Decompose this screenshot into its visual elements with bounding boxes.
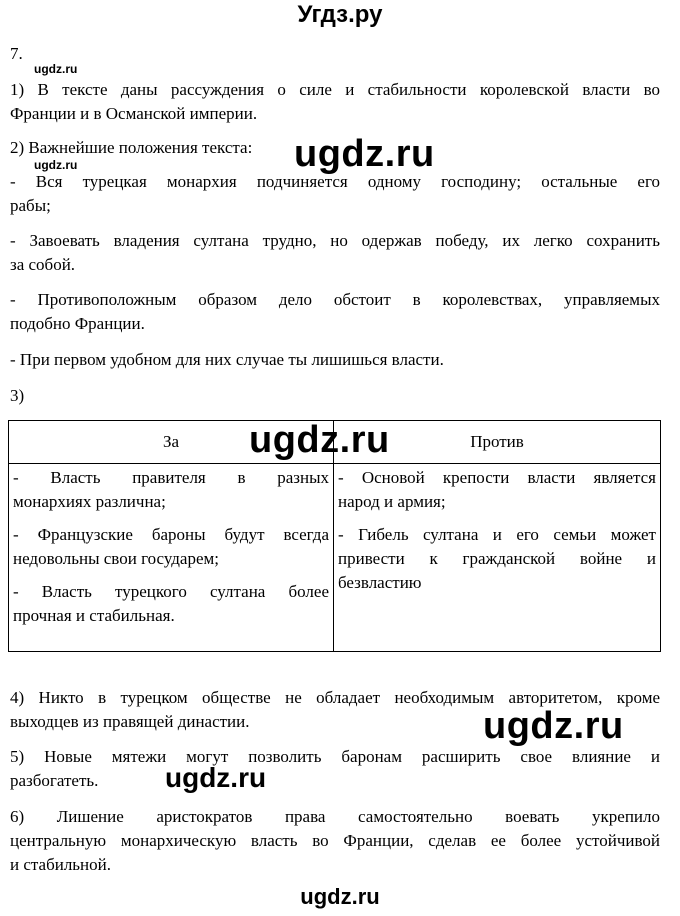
answer-2-point-1-line-1: - Вся турецкая монархия подчиняется одному господину; остальные его xyxy=(10,172,660,191)
site-header-title: Угдз.ру xyxy=(297,1,383,28)
watermark-small-2: ugdz.ru xyxy=(34,158,78,172)
answer-2-point-2-line-1: - Завоевать владения султана трудно, но одержав победу, их легко сохранить xyxy=(10,231,660,250)
answer-4-line-2: выходцев из правящей династии. xyxy=(10,712,250,731)
against-column-cell xyxy=(334,464,661,652)
against-item-1-line-2: народ и армия; xyxy=(338,492,446,511)
answer-6-line-3: и стабильной. xyxy=(10,855,112,874)
answer-1-line-1: 1) В тексте даны рассуждения о силе и стабильности королевской власти во xyxy=(10,80,660,99)
answer-2-point-3-line-2: подобно Франции. xyxy=(10,314,145,333)
for-item-2-line-1: - Французские бароны будут всегда xyxy=(13,525,329,544)
watermark-large-2: ugdz.ru xyxy=(249,419,390,461)
against-item-1-line-1: - Основой крепости власти является xyxy=(338,468,656,487)
answer-4-line-1: 4) Никто в турецком обществе не обладает необходимым авторитетом, кроме xyxy=(10,688,660,707)
against-item-2-line-3: безвластию xyxy=(338,573,422,592)
against-item-2-line-1: - Гибель султана и его семьи может xyxy=(338,525,656,544)
answer-2-point-4: - При первом удобном для них случае ты лишишься власти. xyxy=(10,350,444,369)
for-item-1-line-1: - Власть правителя в разных xyxy=(13,468,329,487)
for-item-3 xyxy=(13,580,329,628)
column-header-for: За xyxy=(9,421,334,464)
answer-5-line-2: разбогатеть. xyxy=(10,771,99,790)
answer-2-point-3-line-1: - Противоположным образом дело обстоит в королевствах, управляемых xyxy=(10,290,660,309)
answer-3-label: 3) xyxy=(10,386,25,405)
watermark-medium: ugdz.ru xyxy=(165,762,267,793)
against-item-2-line-2: привести к гражданской войне и xyxy=(338,549,656,568)
answer-6-line-2: центральную монархическую власть во Франции, сделав ее более устойчивой xyxy=(10,831,660,850)
watermark-small-1: ugdz.ru xyxy=(34,62,78,76)
answer-6-line-1: 6) Лишение аристократов права самостоятельно воевать укрепило xyxy=(10,807,660,826)
for-item-1 xyxy=(13,466,329,514)
answer-2-point-1-line-2: рабы; xyxy=(10,196,51,215)
for-item-3-line-1: - Власть турецкого султана более xyxy=(13,582,329,601)
for-item-2-line-2: недовольны свои государем; xyxy=(13,549,220,568)
footer-watermark: ugdz.ru xyxy=(300,884,380,909)
against-item-2 xyxy=(338,523,656,595)
against-item-1 xyxy=(338,466,656,514)
task-number: 7. xyxy=(10,44,23,63)
for-item-3-line-2: прочная и стабильная. xyxy=(13,606,175,625)
watermark-large-1: ugdz.ru xyxy=(294,133,435,175)
column-header-against: Против xyxy=(334,421,661,464)
watermark-large-3: ugdz.ru xyxy=(483,705,624,747)
comparison-table-body-row xyxy=(9,464,661,652)
answer-5-line-1: 5) Новые мятежи могут позволить баронам расширить свое влияние и xyxy=(10,747,660,766)
for-column-cell xyxy=(9,464,334,652)
answer-2-point-2-line-2: за собой. xyxy=(10,255,76,274)
answer-1-line-2: Франции и в Османской империи. xyxy=(10,104,258,123)
for-item-1-line-2: монархиях различна; xyxy=(13,492,166,511)
for-item-2 xyxy=(13,523,329,571)
answer-2-intro: 2) Важнейшие положения текста: xyxy=(10,138,253,157)
